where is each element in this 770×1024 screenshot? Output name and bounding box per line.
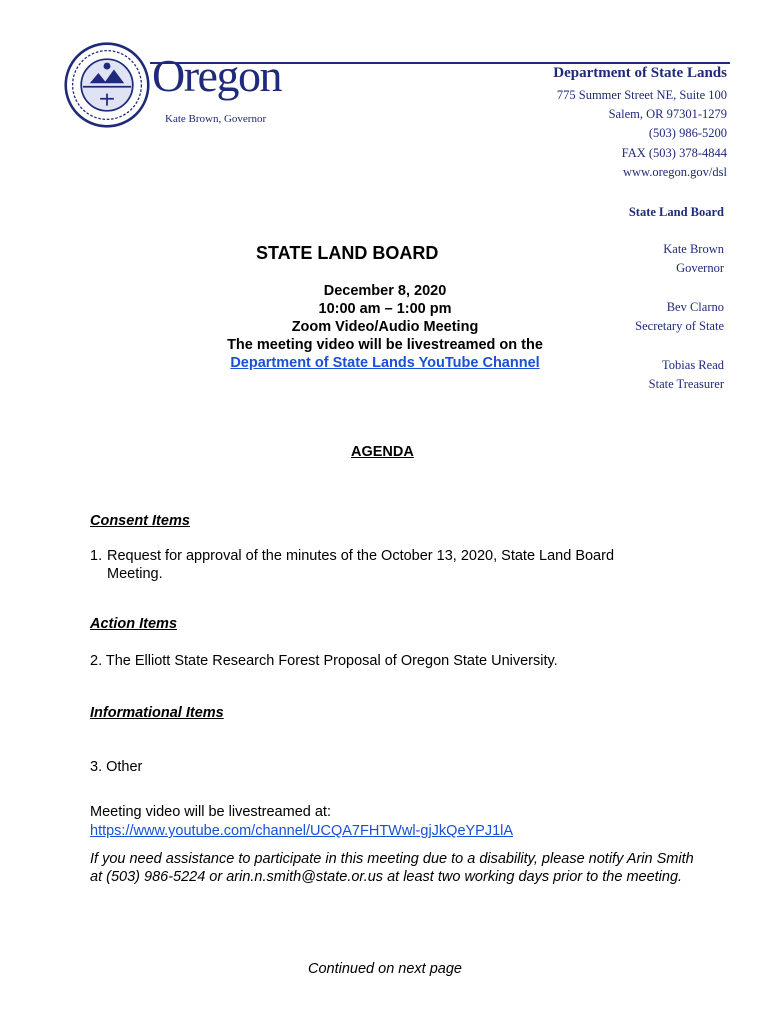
address-phone: (503) 986-5200: [648, 126, 727, 140]
board-member-title: Governor: [676, 261, 724, 275]
agenda-item-2: 2. The Elliott State Research Forest Proposal of Oregon State University.: [90, 653, 558, 669]
board-heading: State Land Board: [628, 205, 724, 219]
youtube-url-link[interactable]: https://www.youtube.com/channel/UCQA7FHTWwl-gjJkQeYPJ1lA: [90, 823, 514, 839]
address-city: Salem, OR 97301-1279: [608, 107, 727, 121]
meeting-date: December 8, 2020: [323, 283, 447, 299]
board-member-name: Kate Brown: [663, 242, 724, 256]
item-text: Request for approval of the minutes of the October 13, 2020, State Land Board: [107, 548, 615, 564]
address-fax: FAX (503) 378-4844: [621, 146, 727, 160]
meeting-time: 10:00 am – 1:00 pm: [318, 301, 452, 317]
document-title: STATE LAND BOARD: [256, 243, 439, 263]
youtube-channel-link[interactable]: Department of State Lands YouTube Channel: [230, 355, 540, 371]
board-member-title: Secretary of State: [635, 319, 724, 333]
department-name: Department of State Lands: [553, 65, 727, 81]
accessibility-notice: If you need assistance to participate in this meeting due to a disability, please notify Arin Smith at (503) 986-5224 or arin.n.smith@state.or.us at least two working days prior to the meeting.: [90, 851, 694, 885]
address-website[interactable]: www.oregon.gov/dsl: [622, 165, 727, 179]
consent-items-heading: Consent Items: [90, 513, 190, 529]
meeting-format: Zoom Video/Audio Meeting: [291, 319, 479, 335]
governor-line: Kate Brown, Governor: [165, 113, 267, 125]
oregon-wordmark: Oregon: [152, 50, 281, 101]
board-member-name: Bev Clarno: [666, 300, 724, 314]
informational-items-heading: Informational Items: [90, 705, 224, 721]
oregon-state-seal-logo: [64, 42, 150, 128]
stream-note: The meeting video will be livestreamed on the: [227, 337, 543, 353]
continued-note: Continued on next page: [308, 961, 462, 977]
address-street: 775 Summer Street NE, Suite 100: [556, 88, 727, 102]
board-member-name: Tobias Read: [662, 358, 724, 372]
video-label: Meeting video will be livestreamed at:: [90, 804, 331, 820]
agenda-item-1: [90, 547, 614, 583]
item-number: 1.: [90, 548, 103, 564]
action-items-heading: Action Items: [90, 616, 178, 632]
board-member-title: State Treasurer: [648, 377, 724, 391]
agenda-item-3: 3. Other: [90, 759, 143, 775]
item-text-continued: Meeting.: [107, 566, 163, 582]
agenda-heading: AGENDA: [351, 444, 414, 460]
